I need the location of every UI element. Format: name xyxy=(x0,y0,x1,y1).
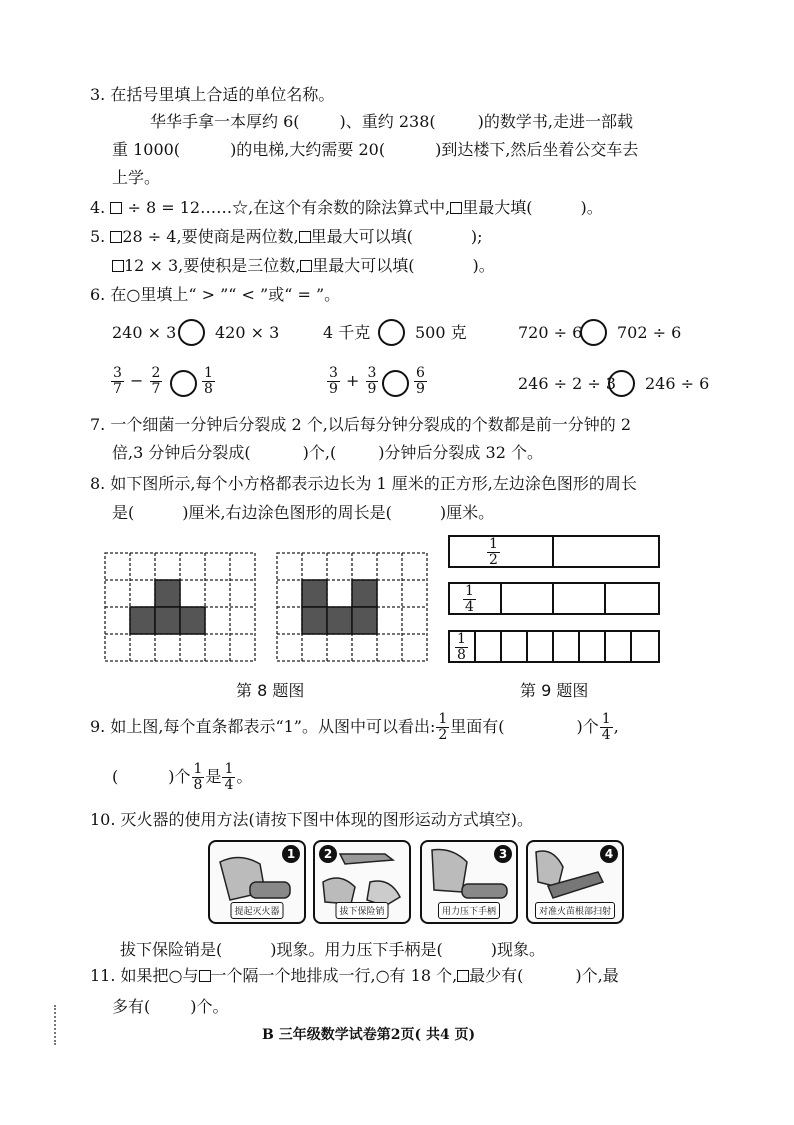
square-blank-icon xyxy=(112,260,124,272)
q8-grid-figure xyxy=(100,548,440,668)
step-label: 用力压下手柄 xyxy=(438,902,500,919)
q5-line1 xyxy=(90,227,483,247)
q6-expr: 4 千克 xyxy=(323,323,371,342)
fraction: $\frac{1}{2}$ xyxy=(438,711,448,743)
q11-text: )个,最 xyxy=(575,966,619,985)
q10-answer-line xyxy=(120,940,545,960)
q6-expr: 702 ÷ 6 xyxy=(617,323,682,342)
q11-text: 多有( xyxy=(112,997,151,1016)
q3-line4: 上学。 xyxy=(112,168,161,187)
q7-text: )个,( xyxy=(302,443,337,462)
q6-expr: 420 × 3 xyxy=(215,323,280,342)
q9-text: 是 xyxy=(205,767,222,786)
step-number: 3 xyxy=(494,845,512,863)
bar-quarters xyxy=(448,582,660,615)
q4-line xyxy=(90,198,603,218)
q3-text: 重 1000( xyxy=(112,140,181,159)
compare-circle[interactable] xyxy=(170,370,197,397)
bar-cell xyxy=(502,584,554,613)
q11-text: 最少有( xyxy=(469,966,524,985)
step-number: 1 xyxy=(282,845,300,863)
q11-line1 xyxy=(90,966,619,986)
q6-title: 6. 在○里填上“ > ”“ < ”或“ = ”。 xyxy=(90,285,341,304)
q5-text: )。 xyxy=(472,256,495,275)
q8-text: 是( xyxy=(112,503,135,522)
q3-text: )到达楼下,然后坐着公交车去 xyxy=(435,140,639,159)
q11-text: 一个隔一个地排成一行,○有 18 个, xyxy=(210,966,458,985)
fraction: $\frac{1}{8}$ xyxy=(457,631,466,663)
q11-line2 xyxy=(112,997,229,1017)
bar-cell xyxy=(554,632,580,661)
q9-line2 xyxy=(112,760,252,794)
q6-frac-expr: $\frac{3}{7}$ − $\frac{2}{7}$ xyxy=(113,365,161,397)
q4-text: ÷ 8 = 12……☆,在这个有余数的除法算式中, xyxy=(127,198,451,217)
fraction: $\frac{1}{2}$ xyxy=(489,536,498,568)
square-blank-icon xyxy=(110,231,122,243)
fraction: $\frac{3}{9}$ xyxy=(367,365,377,397)
q8-line2 xyxy=(112,503,494,523)
q6-expr: 240 × 3 xyxy=(112,323,177,342)
q7-line1: 7. 一个细菌一分钟后分裂成 2 个,以后每分钟分裂成的个数都是前一分钟的 2 xyxy=(90,415,632,434)
q5-text: 里最大可以填( xyxy=(310,227,413,246)
square-blank-icon xyxy=(300,260,312,272)
q6-frac-expr: $\frac{3}{9}$ + $\frac{3}{9}$ xyxy=(329,365,377,397)
q6-expr: 720 ÷ 6 xyxy=(518,323,583,342)
page-footer: B 三年级数学试卷第2页( 共4 页) xyxy=(262,1027,476,1043)
q8-text: )厘米。 xyxy=(439,503,495,522)
q7-line2 xyxy=(112,443,543,463)
fraction: $\frac{3}{7}$ xyxy=(113,365,122,397)
bar-cell xyxy=(606,632,632,661)
q6-frac-expr xyxy=(201,364,216,398)
bar-halves xyxy=(448,535,660,568)
step-label: 对准火苗根部扫射 xyxy=(535,902,615,919)
q9-text: 里面有( xyxy=(450,717,505,736)
extinguisher-step-3 xyxy=(420,840,518,924)
q10-text: )现象。用力压下手柄是( xyxy=(270,940,443,959)
q9-text: 9. 如上图,每个直条都表示“1”。从图中可以看出: xyxy=(90,717,436,736)
left-shaded-shape xyxy=(130,580,205,634)
step-label: 提起灭火器 xyxy=(230,902,283,919)
q9-text: )个 xyxy=(168,767,191,786)
q7-text: )分钟后分裂成 32 个。 xyxy=(378,443,543,462)
q6-frac-expr xyxy=(413,364,428,398)
q9-line1 xyxy=(90,710,619,744)
fraction: $\frac{1}{4}$ xyxy=(465,583,474,615)
q3-text: )、重约 238( xyxy=(339,112,436,131)
q5-num: 5. xyxy=(90,227,106,246)
square-icon xyxy=(457,970,469,982)
bar-cell xyxy=(554,584,606,613)
fraction: $\frac{1}{4}$ xyxy=(601,711,611,743)
binding-margin-dots xyxy=(54,1005,56,1045)
compare-circle[interactable] xyxy=(382,370,409,397)
bar-cell xyxy=(554,537,658,566)
fraction: $\frac{3}{9}$ xyxy=(329,365,338,397)
square-blank-icon xyxy=(450,202,462,214)
bar-cell xyxy=(476,632,502,661)
extinguisher-step-1 xyxy=(208,840,306,924)
fraction: $\frac{2}{7}$ xyxy=(151,365,161,397)
q10-text: 拔下保险销是( xyxy=(120,940,223,959)
q4-num: 4. xyxy=(90,198,106,217)
step-number: 2 xyxy=(319,845,337,863)
fraction: $\frac{1}{8}$ xyxy=(193,761,203,793)
q5-text: 12 × 3,要使积是三位数, xyxy=(124,256,301,275)
square-icon xyxy=(199,970,211,982)
q3-text: )的电梯,大约需要 20( xyxy=(230,140,386,159)
q6-expr: 246 ÷ 2 ÷ 3 xyxy=(518,374,617,393)
q10-text: )现象。 xyxy=(490,940,545,959)
q5-text: ); xyxy=(470,227,483,246)
bar-cell xyxy=(450,537,554,566)
fraction: $\frac{1}{8}$ xyxy=(204,365,213,397)
extinguisher-step-2 xyxy=(313,840,411,924)
q5-text: 28 ÷ 4,要使商是两位数, xyxy=(122,227,299,246)
q3-text: )的数学书,走进一部载 xyxy=(477,112,633,131)
q9-text: )个 xyxy=(576,717,599,736)
q8-text: )厘米,右边涂色图形的周长是( xyxy=(182,503,392,522)
compare-circle[interactable] xyxy=(608,370,635,397)
compare-circle[interactable] xyxy=(580,319,607,346)
q4-text: )。 xyxy=(580,198,603,217)
q6-expr: 246 ÷ 6 xyxy=(645,374,710,393)
q4-text: 里最大填( xyxy=(462,198,533,217)
fraction: $\frac{6}{9}$ xyxy=(416,365,425,397)
q9-text: ( xyxy=(112,767,119,786)
q6-expr: 500 克 xyxy=(415,323,467,342)
square-blank-icon xyxy=(110,202,122,214)
q9-text: 。 xyxy=(236,767,253,786)
bar-cell xyxy=(580,632,606,661)
q11-text: )个。 xyxy=(190,997,229,1016)
q3-line2 xyxy=(150,112,633,132)
step-label: 拔下保险销 xyxy=(335,902,388,919)
step-number: 4 xyxy=(600,845,618,863)
bar-cell xyxy=(450,632,476,661)
q5-line2 xyxy=(112,256,495,276)
q7-text: 倍,3 分钟后分裂成( xyxy=(112,443,251,462)
q3-line1: 3. 在括号里填上合适的单位名称。 xyxy=(90,85,335,104)
bar-cell xyxy=(632,632,658,661)
q9-caption: 第 9 题图 xyxy=(520,681,589,700)
q9-text: , xyxy=(613,717,619,736)
q3-line3 xyxy=(112,140,638,160)
q8-caption: 第 8 题图 xyxy=(236,681,305,700)
bar-eighths xyxy=(448,630,660,663)
bar-cell xyxy=(606,584,658,613)
q8-line1: 8. 如下图所示,每个小方格都表示边长为 1 厘米的正方形,左边涂色图形的周长 xyxy=(90,474,637,493)
square-blank-icon xyxy=(299,231,311,243)
q3-text: 华华手拿一本厚约 6( xyxy=(150,112,300,131)
q5-text: 里最大可以填( xyxy=(312,256,415,275)
bar-cell xyxy=(450,584,502,613)
compare-circle[interactable] xyxy=(178,319,205,346)
q11-text: 11. 如果把○与 xyxy=(90,966,199,985)
q10-title: 10. 灭火器的使用方法(请按下图中体现的图形运动方式填空)。 xyxy=(90,810,534,829)
bar-cell xyxy=(528,632,554,661)
extinguisher-step-4 xyxy=(526,840,624,924)
fraction: $\frac{1}{4}$ xyxy=(224,761,234,793)
compare-circle[interactable] xyxy=(378,319,405,346)
bar-cell xyxy=(502,632,528,661)
right-shaded-shape xyxy=(302,580,377,634)
